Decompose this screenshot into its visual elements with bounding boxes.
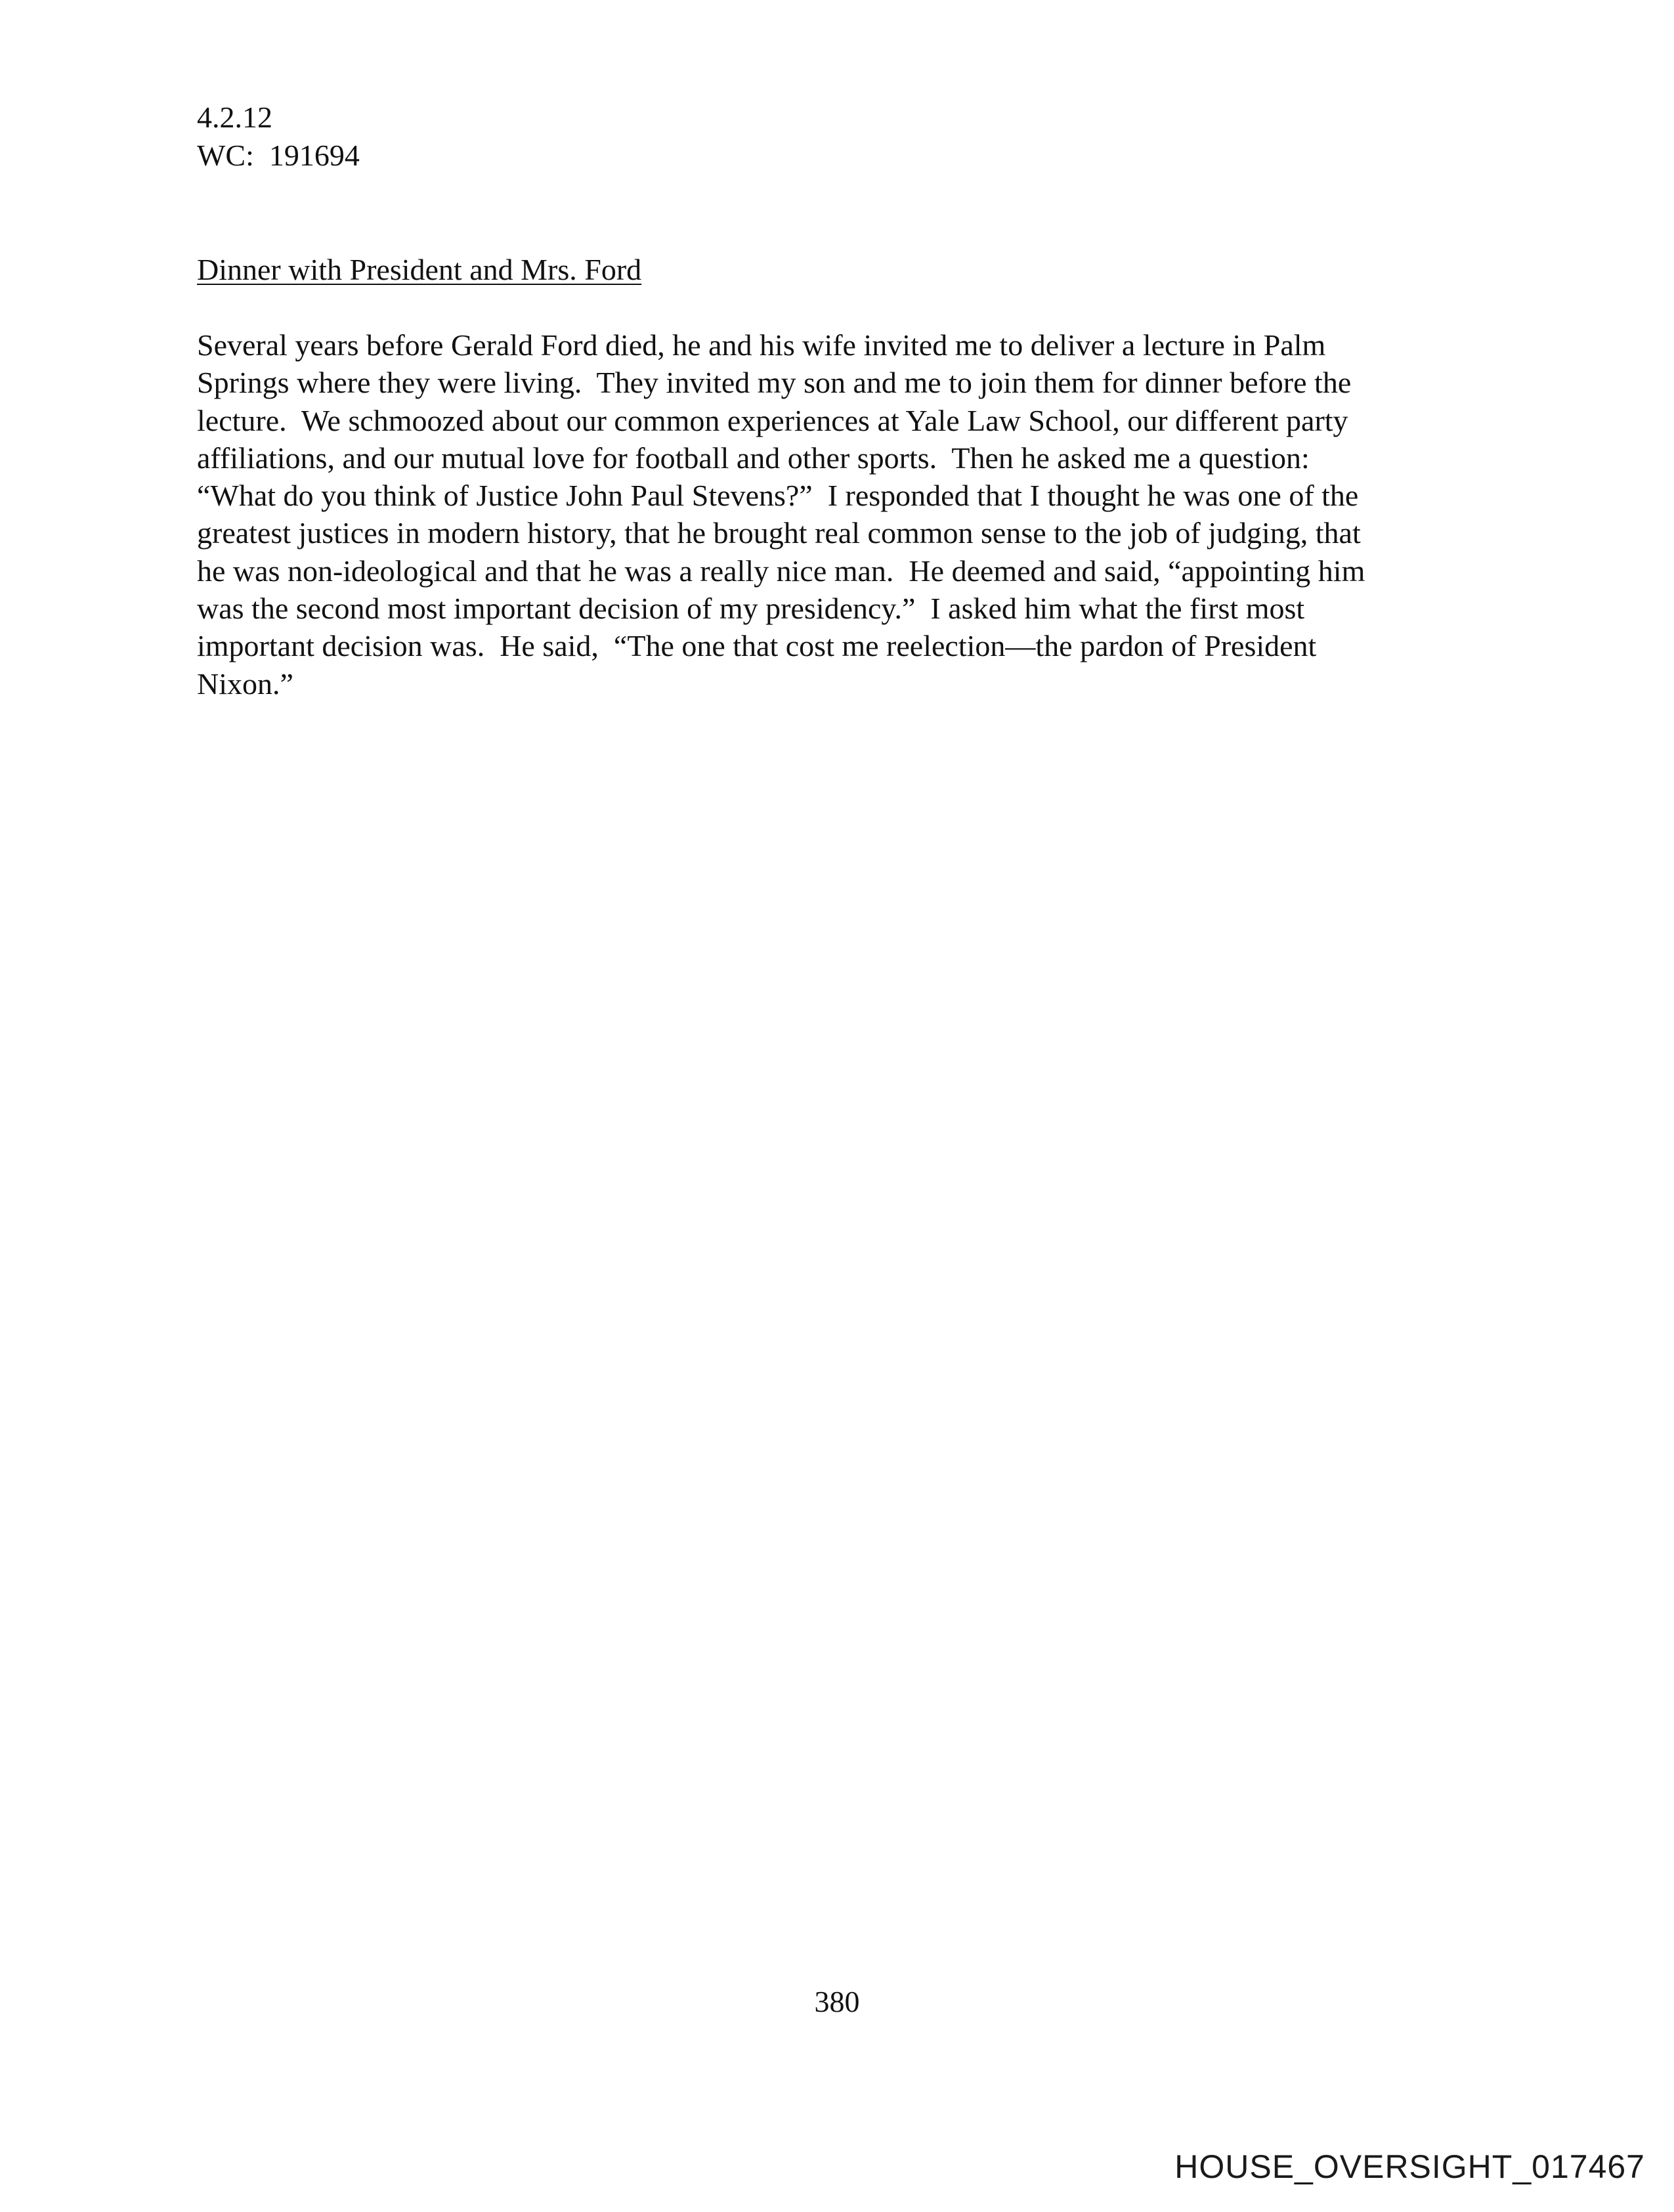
- body-line: lecture. We schmoozed about our common experiences at Yale Law School, our different party: [197, 403, 1348, 437]
- document-header: [197, 98, 360, 175]
- body-line: affiliations, and our mutual love for football and other sports. Then he asked me a question:: [197, 441, 1310, 475]
- body-paragraph: [197, 326, 1503, 703]
- body-line: Nixon.”: [197, 666, 293, 701]
- page-number: 380: [814, 1985, 860, 2018]
- body-line: Springs where they were living. They invited my son and me to join them for dinner before the: [197, 366, 1352, 400]
- header-word-count: WC: 191694: [197, 139, 360, 172]
- section-title: Dinner with President and Mrs. Ford: [197, 253, 642, 286]
- body-line: was the second most important decision of my presidency.” I asked him what the first most: [197, 592, 1305, 626]
- body-line: “What do you think of Justice John Paul Stevens?” I responded that I thought he was one of the: [197, 479, 1359, 513]
- bates-number: HOUSE_OVERSIGHT_017467: [1174, 2148, 1645, 2185]
- body-line: he was non-ideological and that he was a really nice man. He deemed and said, “appointing him: [197, 553, 1365, 588]
- body-line: Several years before Gerald Ford died, he and his wife invited me to deliver a lecture in Palm: [197, 328, 1326, 362]
- header-date: 4.2.12: [197, 100, 272, 134]
- body-line: greatest justices in modern history, that he brought real common sense to the job of judging, that: [197, 516, 1361, 550]
- body-line: important decision was. He said, “The one that cost me reelection—the pardon of President: [197, 629, 1317, 663]
